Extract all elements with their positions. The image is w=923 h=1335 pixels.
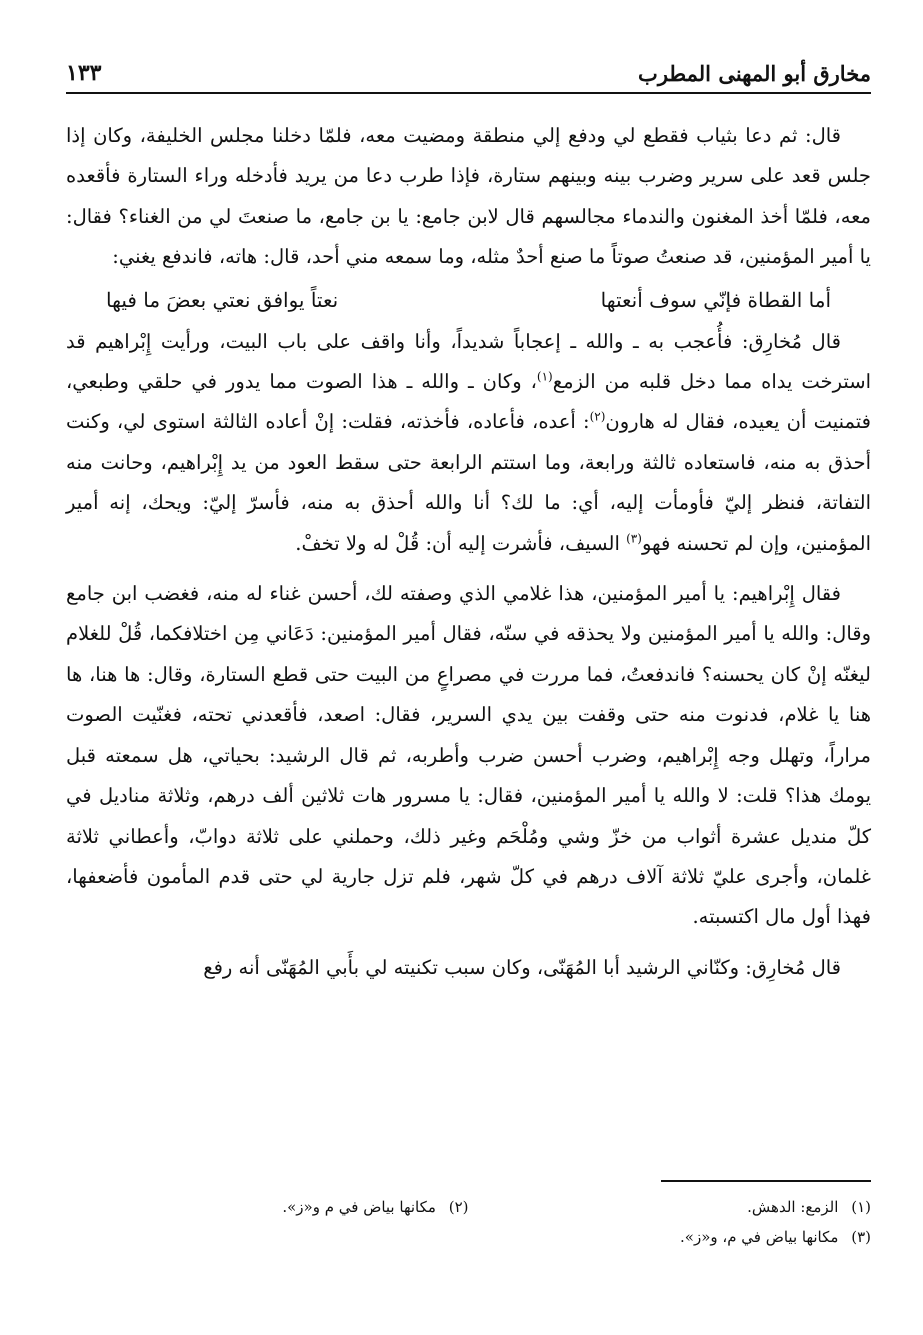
paragraph-1: قال: ثم دعا بثياب فقطع لي ودفع إلي منطقة ومضيت معه، فلمّا دخلنا مجلس الخليفة، وكان إذا جلس قعد على سرير وضرب بينه وبينهم ستارة، فإذا طرب دعا من يريد فأدخله وراء الستارة فأقعده معه، فلمّا أخذ المغنون والندماء مجالسهم قال لابن جامع: يا بن جامع، ما صنعتَ لي من الغناء؟ فقال: يا أمير المؤمنين، قد صنعتُ صوتاً ما صنع أحدٌ مثله، وما سمعه مني أحد، قال: هاته، فاندفع يغني: (66, 124, 871, 269)
paragraph-4: قال مُخارِق: وكنّاني الرشيد أبا المُهَنّى، وكان سبب تكنيته لي بأَبي المُهَنّى أنه رفع (203, 955, 841, 979)
footnote-ref-3[interactable]: (٣) (626, 531, 642, 546)
verse-hemistich-first: أما القطاة فإنّي سوف أنعتها (600, 287, 831, 312)
paragraph-2-part-4: السيف، فأشرت إليه أن: قُلْ له ولا تخفْ. (295, 531, 627, 555)
footnote-3-text: مكانها بياض في م، و«ز». (680, 1228, 839, 1246)
page-number: ١٣٣ (66, 60, 102, 86)
main-text (66, 116, 871, 988)
footnote-1-text: الزمع: الدهش. (747, 1198, 839, 1216)
footnote-separator (661, 1180, 871, 1182)
running-title: مخارق أبو المهنى المطرب (638, 61, 871, 86)
footnote-3 (441, 1222, 871, 1252)
footnote-2-label: (٢) (448, 1198, 469, 1216)
footnote-2-text: مكانها بياض في م و«ز». (282, 1198, 436, 1216)
footnote-row (66, 1222, 871, 1252)
paragraph-3: فقال إِبْراهيم: يا أمير المؤمنين، هذا غلامي الذي وصفته لك، أحسن غناء له منه، فغضب ابن جامع وقال: والله يا أمير المؤمنين ولا يحذقه في سنّه، فقال أمير المؤمنين: دَعَاني مِن اختلافكما، قُلْ للغلام ليغنّه إنْ كان يحسنه؟ فاندفعتُ، فما مررت في مصراعٍ من البيت حتى قطع الستارة، وقال: ها هنا، ها هنا يا غلام، فدنوت منه حتى وقفت بين يدي السرير، فقال: اصعد، فأقعدني تحته، فغنّيت الصوت مراراً، وتهلل وجه إِبْراهيم، وضرب أحسن ضرب وأطربه، ثم قال الرشيد: بحياتي، هل سمعته قبل يومك هذا؟ قلت: لا والله يا أمير المؤمنين، فقال: يا مسرور هات ثلاثين ألف درهم، وثلاثة مناديل في كلّ منديل عشرة أثواب من خزّ وشي ومُلْحَم وغير ذلك، وحملني على ثلاثة دوابّ، وأعطاني ثلاثة غلمان، وأجرى عليّ ثلاثة آلاف درهم في كلّ شهر، فلم تزل جارية لي حتى قدم المأمون فأضعفها، فهذا أول مال اكتسبته. (66, 582, 871, 929)
footnote-ref-2[interactable]: (٢) (589, 409, 606, 424)
paragraph-2 (66, 322, 871, 564)
paragraph-2-part-1: قال مُخارِق: فأُعجب به ـ والله ـ إعجاباً شديداً، وأنا واقف على باب البيت، ورأيت إِبْراهيم قد استرخت يداه مما دخل قلبه من الزمع (66, 329, 871, 394)
footnotes (66, 1192, 871, 1252)
footnote-1 (469, 1192, 872, 1222)
paragraph-2-part-3: : أعده، فأعاده، فأخذته، فقلت: إنْ أعاده الثالثة استوى لي، وكنت أحذق به منه، فاستعاده ثالثة ورابعة، وما استتم الرابعة حتى سقط العود من يد إِبْراهيم، وحانت منه التفاتة، فنظر إليّ فأومأت إليه، أي: ما لك؟ أنا والله أحذق به منه، فأسرّ إليّ: ويحك، إنه أمير المؤمنين، وإن لم تحسنه فهو (66, 410, 871, 555)
footnote-3-label: (٣) (851, 1228, 871, 1246)
paragraph-2-part-2: ، وكان ـ والله ـ هذا الصوت مما يدور في حلقي وطبعي، فتمنيت أن يعيده، فقال له هارون (66, 370, 871, 434)
verse-hemistich-second: نعتاً يوافق نعتي بعضَ ما فيها (106, 287, 339, 312)
poem-verse (66, 278, 871, 322)
footnote-ref-1[interactable]: (١) (536, 369, 553, 384)
footnote-2 (66, 1192, 469, 1222)
footnote-1-label: (١) (851, 1198, 871, 1216)
page-header (66, 0, 871, 94)
footnote-row (66, 1192, 871, 1222)
